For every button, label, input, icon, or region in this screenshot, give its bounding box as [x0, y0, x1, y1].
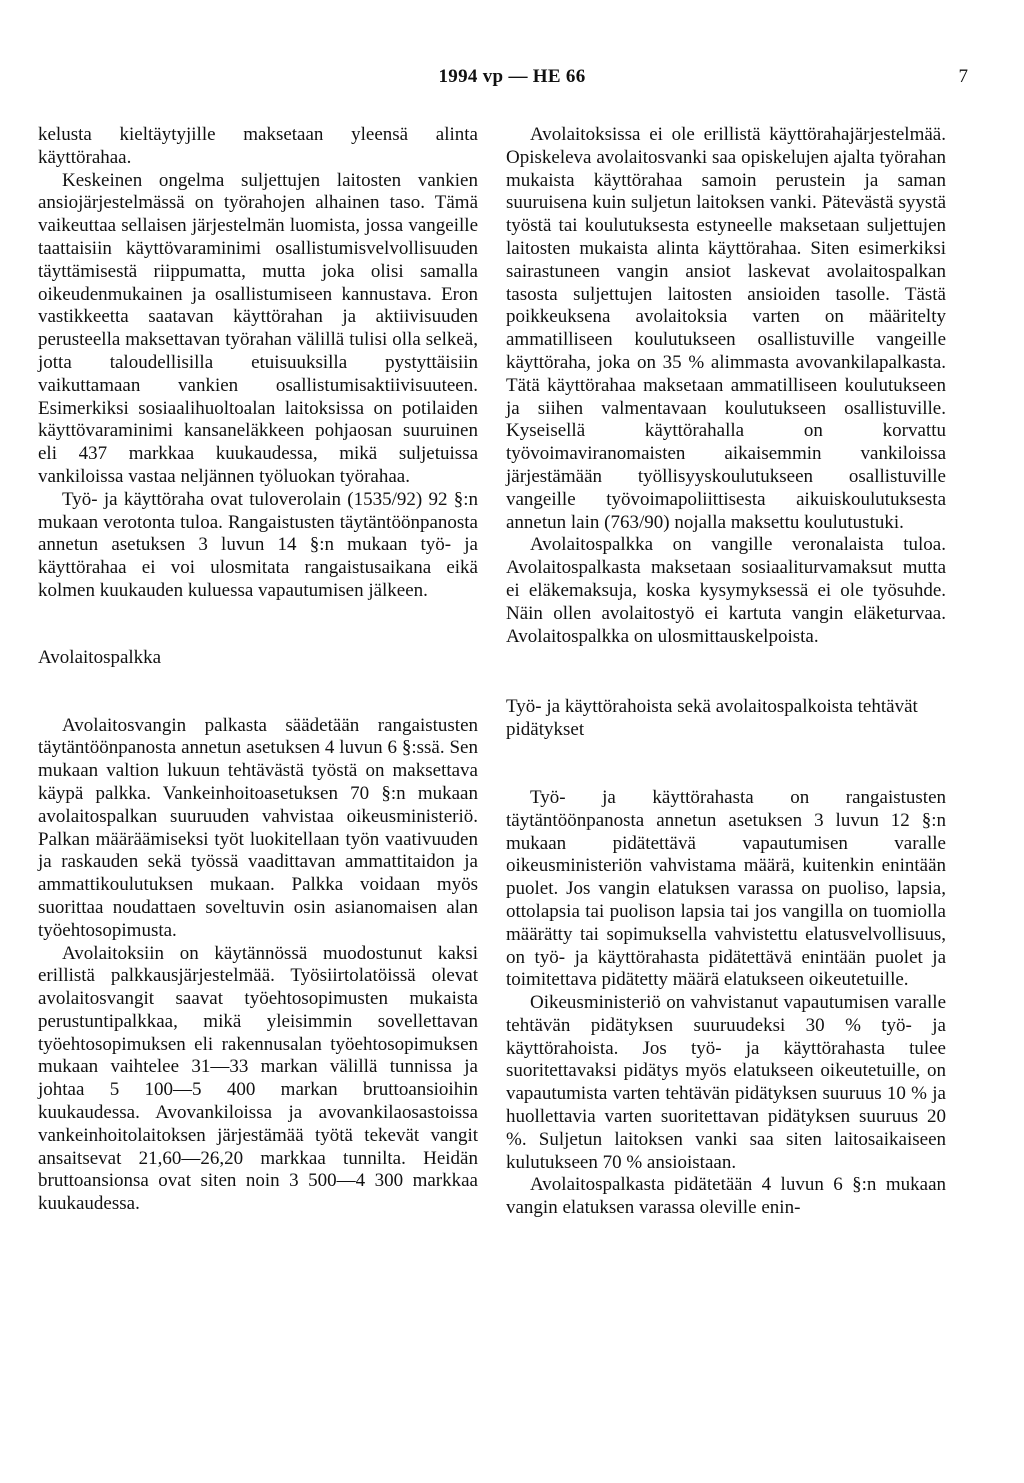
paragraph: Oikeusministeriö on vahvistanut vapautumisen varalle tehtävän pidätyksen suuruudeksi 30 % työ- ja käyttörahoista. Jos työ- ja käyttörahasta tulee suoritettavaksi pidätys myös elatukseen oikeutetuille, on vapautumista varten tehtävän pidätyksen suuruus 10 % ja huollettavia varten suoritettavan pidätyksen suuruus 20 %. Suljetun laitoksen vanki saa siten laitosaikaiseen kulutukseen 70 % ansioistaan.: [506, 992, 946, 1173]
paragraph: Työ- ja käyttöraha ovat tuloverolain (1535/92) 92 §:n mukaan verotonta tuloa. Rangaistusten täytäntöönpanosta annetun asetuksen 3 luvun 14 §:n mukaan työ- ja käyttörahaa ei voi ulosmitata rangaistusaikana eikä kolmen kuukauden kuluessa vapautumisen jälkeen.: [38, 488, 478, 601]
paragraph: Keskeinen ongelma suljettujen laitosten vankien ansiojärjestelmässä on työrahojen alhainen taso. Tämä vaikeuttaa sellaisen järjestelmän luomista, jossa vangeille taattaisiin käyttövaraminimi osallistumisvelvollisuuden täyttämisestä riippumatta, mutta joka olisi samalla oikeudenmukainen ja osallistumiseen kannustava. Eron vastikkeetta saatavan käyttörahan ja aktiivisuuden perusteella maksettavan työrahan välillä tulisi olla selkeä, jotta taloudellisilla etuisuuksilla pystyttäisiin vaikuttamaan vankien osallistumisaktiivisuuteen. Esimerkiksi sosiaalihuoltoalan laitoksissa on potilaiden käyttövaraminimi kansaneläkkeen pohjaosan suuruinen eli 437 markkaa kuukaudessa, mikä suljetuissa vankiloissa vastaa neljännen työluokan työrahaa.: [38, 169, 478, 487]
running-head: 1994 vp — HE 66: [438, 66, 586, 87]
paragraph: kelusta kieltäytyjille maksetaan yleensä alinta käyttörahaa.: [38, 124, 478, 168]
right-column: [506, 124, 946, 1220]
paragraph: Avolaitospalkka on vangille veronalaista tuloa. Avolaitospalkasta maksetaan sosiaaliturvamaksut mutta ei eläkemaksuja, koska kysymyksessä ei ole työsuhde. Näin ollen avolaitostyö ei kartuta vangin eläketurvaa. Avolaitospalkka on ulosmittauskelpoista.: [506, 534, 946, 647]
paragraph: Avolaitospalkasta pidätetään 4 luvun 6 §:n mukaan vangin elatuksen varassa oleville enin-: [506, 1174, 946, 1219]
paragraph: Avolaitosvangin palkasta säädetään rangaistusten täytäntöönpanosta annetun asetuksen 4 luvun 6 §:ssä. Sen mukaan valtion lukuun tehtävästä työstä on maksettava käypä palkka. Vankeinhoitoasetuksen 70 §:n mukaan avolaitospalkan suuruuden vahvistaa oikeusministeriö. Palkan määräämiseksi työt luokitellaan työn vaativuuden ja raskauden sekä työssä vaadittavan ammattitaidon ja ammattikoulutuksen mukaan. Palkka voidaan myös suorittaa noudattaen soveltuvin osin asianomaisen alan työehtosopimusta.: [38, 714, 478, 941]
paragraph: Avolaitoksissa ei ole erillistä käyttörahajärjestelmää. Opiskeleva avolaitosvanki saa opiskelujen ajalta työrahan mukaista käyttörahaa samoin perustein ja saman suuruisena kuin suljetun laitoksen vanki. Pätevästä syystä työstä tai koulutuksesta estyneelle maksetaan suljettujen laitosten mukaista alinta käyttörahaa. Siten esimerkiksi sairastuneen vangin ansiot laskevat avolaitospalkan tasosta suljettujen laitosten ansioiden tasolle. Tästä poikkeuksena avolaitoksia varten on määritelty ammatilliseen koulutukseen osallistuville vangeille käyttöraha, joka on 35 % alimmasta avovankilapalkasta. Tätä käyttörahaa maksetaan ammatilliseen koulutukseen ja siihen valmentavaan koulutukseen osallistuville. Kyseisellä käyttörahalla on korvattu työvoimaviranomaisten aikaisemmin vankiloissa järjestämään työllisyyskoulutukseen osallistuville vangeille työvoimapoliittisesta aikuiskoulutuksesta annetun lain (763/90) nojalla maksettu koulutustuki.: [506, 124, 946, 533]
paragraph: Työ- ja käyttörahasta on rangaistusten täytäntöönpanosta annetun asetuksen 3 luvun 12 §:n mukaan pidätettävä vapautumisen varalle oikeusministeriön vahvistama määrä, kuitenkin enintään puolet. Jos vangin elatuksen varassa on puoliso, lapsia, ottolapsia tai puolison lapsia tai jos vangilla on tuomiolla määrätty tai sopimuksella vahvistettu elatusvelvollisuus, on työ- ja käyttörahasta pidätettävä enintään puolet ja toimitettava pidätetty määrä elatukseen oikeutetuille.: [506, 786, 946, 991]
page-number: 7: [958, 66, 968, 87]
page-header: [0, 66, 1024, 90]
section-heading-avolaitospalkka: Avolaitospalkka: [38, 646, 162, 668]
left-column: [38, 124, 478, 1216]
section-heading-pidatykset: Työ- ja käyttörahoista sekä avolaitospalkoista tehtävät pidätykset: [506, 696, 918, 741]
paragraph: Avolaitoksiin on käytännössä muodostunut kaksi erillistä palkkausjärjestelmää. Työsiirtolatöissä olevat avolaitosvangit saavat työehtosopimusten mukaista perustuntipalkkaa, mikä yleisimmin sovellettavan työehtosopimuksen eli rakennusalan työehtosopimuksen mukaan vaihtelee 31—33 markan välillä tunnissa ja johtaa 5 100—5 400 markan bruttoansioihin kuukaudessa. Avovankiloissa ja avovankilaosastoissa vankeinhoitolaitoksen järjestämää työtä tekevät vangit ansaitsevat 21,60—26,20 markkaa tunnilta. Heidän bruttoansionsa ovat siten noin 3 500—4 300 markkaa kuukaudessa.: [38, 942, 478, 1215]
